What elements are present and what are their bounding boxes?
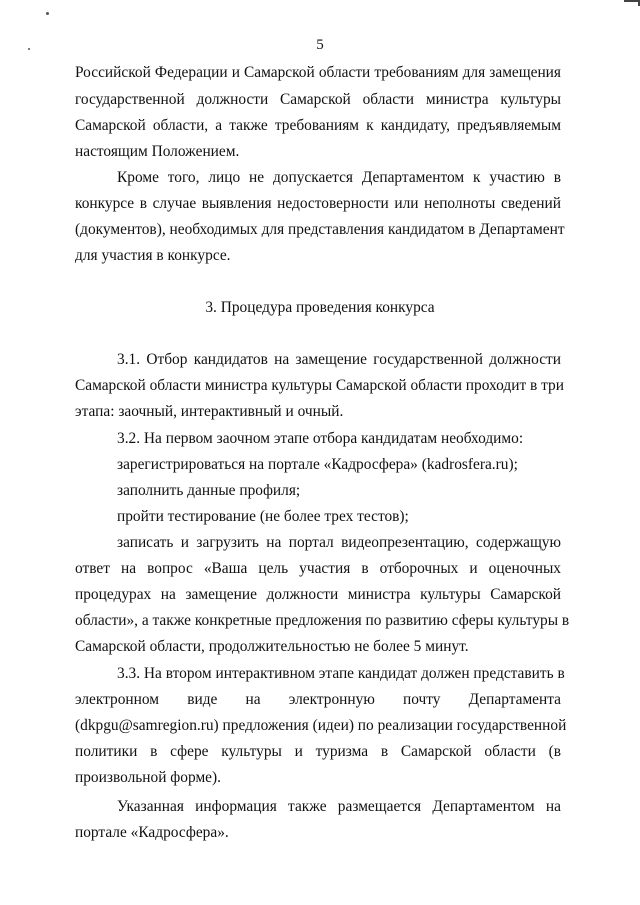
text-line: Самарской области министра культуры Самарской области проходит в три <box>75 377 564 394</box>
text-line: произвольной форме). <box>75 769 221 786</box>
text-line: Самарской области, а также требованиям к кандидату, предъявляемым <box>75 117 561 134</box>
list-item: пройти тестирование (не более трех тестов); <box>117 508 409 525</box>
text-line: (dkpgu@samregion.ru) предложения (идеи) по реализации государственной <box>75 717 567 734</box>
text-line: государственной должности Самарской области министра культуры <box>75 91 561 108</box>
text-line: области», а также конкретные предложения по развитию сферы культуры в <box>75 612 570 629</box>
text-line: для участия в конкурсе. <box>75 247 231 264</box>
text-line: Указанная информация также размещается Департаментом на <box>117 798 561 815</box>
text-line: Кроме того, лицо не допускается Департаментом к участию в <box>117 169 561 186</box>
scan-edge-mark <box>624 0 640 6</box>
text-line: настоящим Положением. <box>75 143 240 160</box>
text-line: этапа: заочный, интерактивный и очный. <box>75 403 344 420</box>
page-number: 5 <box>316 37 324 53</box>
scan-speck <box>46 12 49 15</box>
text-line: портале «Кадросфера». <box>75 824 229 841</box>
text-line: 3.3. На втором интерактивном этапе кандидат должен представить в <box>117 665 565 682</box>
section-heading: 3. Процедура проведения конкурса <box>205 299 435 316</box>
text-line: Российской Федерации и Самарской области требованиям для замещения <box>75 64 561 81</box>
text-line: политики в сфере культуры и туризма в Самарской области (в <box>75 743 561 760</box>
text-line: Самарской области, продолжительностью не более 5 минут. <box>75 638 469 655</box>
text-line: ответ на вопрос «Ваша цель участия в отборочных и оценочных <box>75 560 561 577</box>
list-item: записать и загрузить на портал видеопрезентацию, содержащую <box>117 534 561 551</box>
text-line: (документов), необходимых для представления кандидатом в Департамент <box>75 221 565 238</box>
text-line: 3.2. На первом заочном этапе отбора кандидатам необходимо: <box>117 430 524 447</box>
text-line: конкурсе в случае выявления недостоверности или неполноты сведений <box>75 195 561 212</box>
text-line: электронном виде на электронную почту Департамента <box>75 691 561 708</box>
list-item: зарегистрироваться на портале «Кадросфера» (kadrosfera.ru); <box>117 456 518 473</box>
list-item: заполнить данные профиля; <box>117 482 301 499</box>
text-line: процедурах на замещение должности министра культуры Самарской <box>75 586 561 603</box>
text-line: 3.1. Отбор кандидатов на замещение государственной должности <box>117 351 561 368</box>
